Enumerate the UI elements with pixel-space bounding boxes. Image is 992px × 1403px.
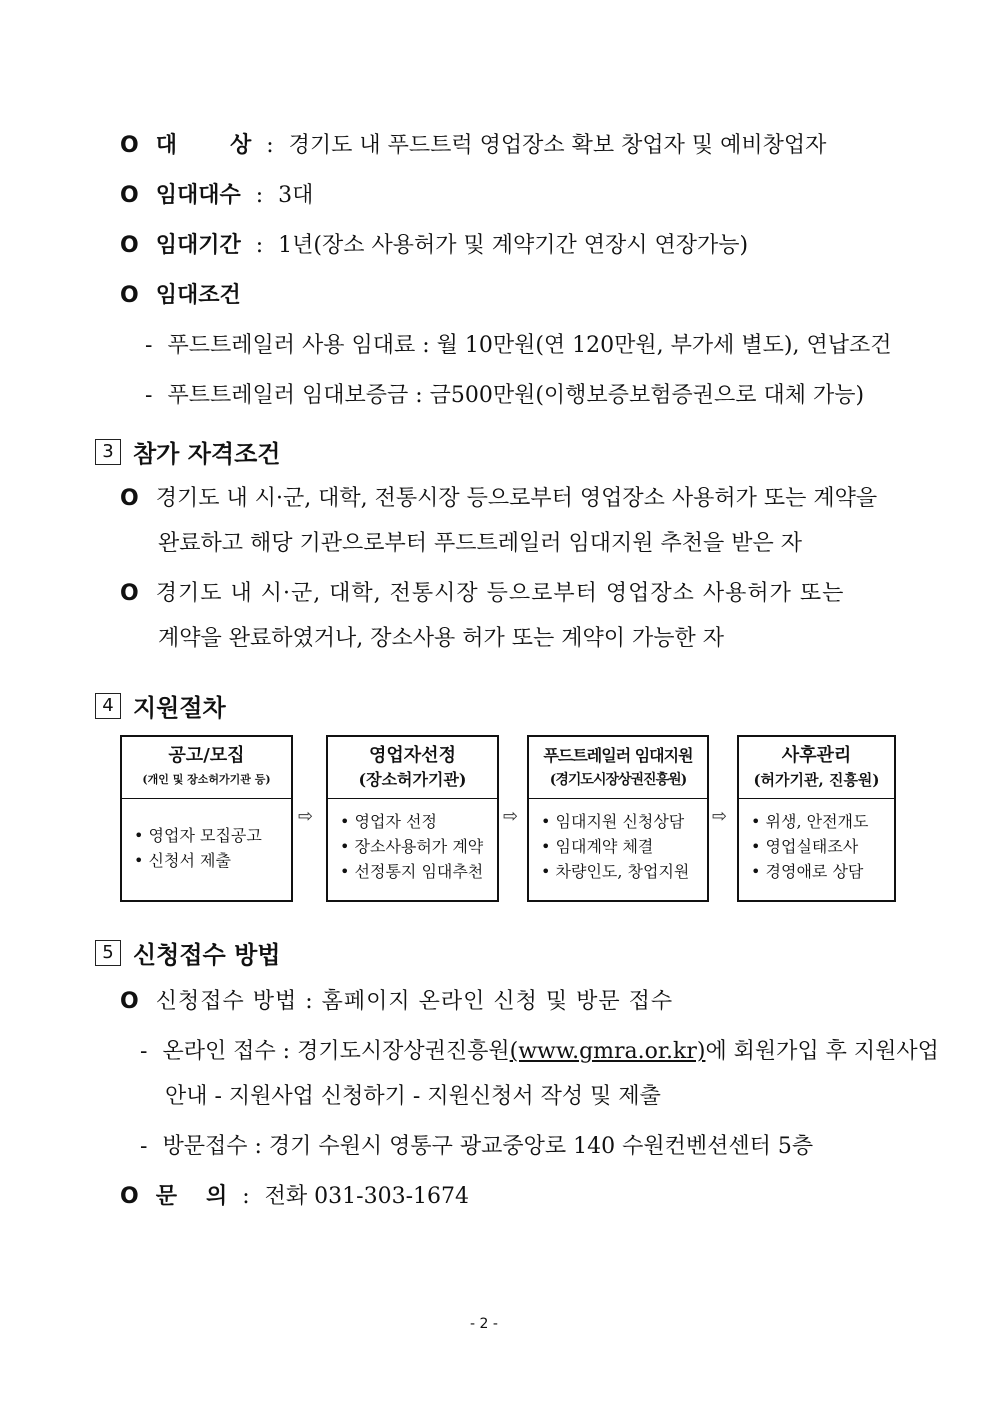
bullet-dot-icon: •: [751, 812, 761, 831]
bullet-icon: O: [120, 233, 139, 258]
bullet-dot-icon: •: [541, 837, 551, 856]
section-number: 5: [95, 940, 121, 966]
step-header: [122, 737, 291, 799]
count-label: 임대대수: [155, 183, 241, 208]
target-line: [120, 131, 826, 161]
bullet-dot-icon: •: [541, 812, 551, 831]
eligibility-text-line1: 경기도 내 시·군, 대학, 전통시장 등으로부터 영업장소 사용허가 또는: [155, 581, 845, 606]
step-box-selection: [326, 735, 499, 902]
step-item: • 경영애로 상담: [751, 862, 864, 881]
contact-label-b: 의: [205, 1184, 228, 1209]
count-line: [120, 181, 313, 211]
count-colon: :: [255, 183, 264, 208]
arrow-right-icon: ⇨: [712, 806, 728, 827]
arrow-right-icon: ⇨: [298, 806, 314, 827]
step-subtitle: (경기도시장상권진흥원): [549, 772, 687, 788]
step-title: 사후관리: [781, 745, 852, 766]
condition-text: 푸드트레일러 사용 임대료 : 월 10만원(연 120만원, 부가세 별도), 연납조건: [167, 333, 892, 358]
section-title: 신청접수 방법: [133, 941, 281, 969]
step-item: • 영업실태조사: [751, 837, 859, 856]
eligibility-text-line2: 계약을 완료하였거나, 장소사용 허가 또는 계약이 가능한 자: [158, 626, 724, 651]
step-item: • 신청서 제출: [134, 851, 231, 870]
eligibility-item: [120, 579, 844, 609]
page-number: - 2 -: [470, 1316, 498, 1332]
bullet-dot-icon: •: [541, 862, 551, 881]
online-prefix: 온라인 접수 : 경기도시장상권진흥원: [162, 1039, 510, 1064]
bullet-dot-icon: •: [134, 826, 144, 845]
online-line2: 안내 - 지원사업 신청하기 - 지원신청서 작성 및 제출: [165, 1084, 661, 1109]
step-box-recruit: [120, 735, 293, 902]
target-label-b: 상: [229, 133, 252, 158]
bullet-icon: O: [120, 183, 139, 208]
step-title: 푸드트레일러 임대지원: [543, 746, 693, 765]
website-link[interactable]: (www.gmra.or.kr): [509, 1039, 706, 1064]
dash-icon: -: [140, 1039, 148, 1064]
arrow-right-icon: ⇨: [503, 806, 519, 827]
method-line: [120, 987, 673, 1017]
bullet-dot-icon: •: [751, 837, 761, 856]
contact-value: 전화 031-303-1674: [264, 1184, 469, 1209]
dash-icon: -: [140, 1134, 148, 1159]
online-line: [140, 1037, 939, 1067]
bullet-dot-icon: •: [340, 862, 350, 881]
step-item: • 임대계약 체결: [541, 837, 654, 856]
bullet-dot-icon: •: [134, 851, 144, 870]
bullet-dot-icon: •: [751, 862, 761, 881]
bullet-icon: O: [120, 581, 139, 606]
bullet-icon: O: [120, 133, 139, 158]
bullet-icon: O: [120, 1184, 139, 1209]
section-title: 지원절차: [133, 694, 226, 722]
step-subtitle: (장소허가기관): [358, 770, 467, 789]
eligibility-text-line1: 경기도 내 시·군, 대학, 전통시장 등으로부터 영업장소 사용허가 또는 계약을: [155, 486, 878, 511]
conditions-line: [120, 281, 241, 311]
step-body: [122, 799, 291, 873]
bullet-icon: O: [120, 283, 139, 308]
step-header: [739, 737, 894, 799]
contact-colon: :: [242, 1184, 250, 1209]
condition-item: [145, 331, 891, 361]
step-box-rental: [527, 735, 709, 902]
bullet-icon: O: [120, 486, 139, 511]
bullet-dot-icon: •: [340, 812, 350, 831]
section-4-heading: [95, 688, 226, 723]
section-title: 참가 자격조건: [133, 440, 281, 468]
bullet-dot-icon: •: [340, 837, 350, 856]
step-item: • 차량인도, 창업지원: [541, 862, 690, 881]
target-colon: :: [266, 133, 274, 158]
method-text: 신청접수 방법 : 홈페이지 온라인 신청 및 방문 접수: [155, 989, 674, 1014]
step-subtitle: (허가기관, 진흥원): [753, 771, 880, 789]
dash-icon: -: [145, 383, 153, 408]
step-item: • 위생, 안전개도: [751, 812, 869, 831]
period-label: 임대기간: [155, 233, 241, 258]
eligibility-text-line2: 완료하고 해당 기관으로부터 푸드트레일러 임대지원 추천을 받은 자: [158, 531, 803, 556]
step-header: [328, 737, 497, 799]
step-title: 영업자선정: [369, 745, 456, 766]
period-line: [120, 231, 748, 261]
period-colon: :: [255, 233, 264, 258]
count-value: 3대: [278, 183, 314, 208]
section-3-heading: [95, 434, 280, 469]
target-value: 경기도 내 푸드트럭 영업장소 확보 창업자 및 예비창업자: [288, 133, 827, 158]
step-item: • 영업자 선정: [340, 812, 437, 831]
step-body: [739, 799, 894, 884]
visit-line: [140, 1132, 813, 1162]
step-subtitle: (개인 및 장소허가기관 등): [142, 773, 271, 786]
step-header: [529, 737, 707, 799]
contact-label-a: 문: [155, 1184, 177, 1209]
step-item: • 장소사용허가 계약: [340, 837, 484, 856]
dash-icon: -: [145, 333, 153, 358]
period-value: 1년(장소 사용허가 및 계약기간 연장시 연장가능): [278, 233, 749, 258]
condition-item: [145, 381, 864, 411]
step-box-aftercare: [737, 735, 896, 902]
section-5-heading: [95, 935, 280, 970]
target-label-a: 대: [155, 133, 177, 158]
bullet-icon: O: [120, 989, 139, 1014]
section-number: 3: [95, 439, 121, 465]
step-item: • 선정통지 임대추천: [340, 862, 484, 881]
step-body: [529, 799, 707, 884]
visit-text: 방문접수 : 경기 수원시 영통구 광교중앙로 140 수원컨벤션센터 5층: [162, 1134, 814, 1159]
condition-text: 푸트트레일러 임대보증금 : 금500만원(이행보증보험증권으로 대체 가능): [167, 383, 865, 408]
conditions-label: 임대조건: [155, 283, 241, 308]
step-title: 공고/모집: [168, 745, 245, 766]
eligibility-item: [120, 484, 877, 514]
contact-line: [120, 1182, 469, 1212]
section-number: 4: [95, 693, 121, 719]
step-body: [328, 799, 497, 884]
step-item: • 임대지원 신청상담: [541, 812, 685, 831]
step-item: • 영업자 모집공고: [134, 826, 262, 845]
online-suffix: 에 회원가입 후 지원사업: [705, 1039, 939, 1064]
